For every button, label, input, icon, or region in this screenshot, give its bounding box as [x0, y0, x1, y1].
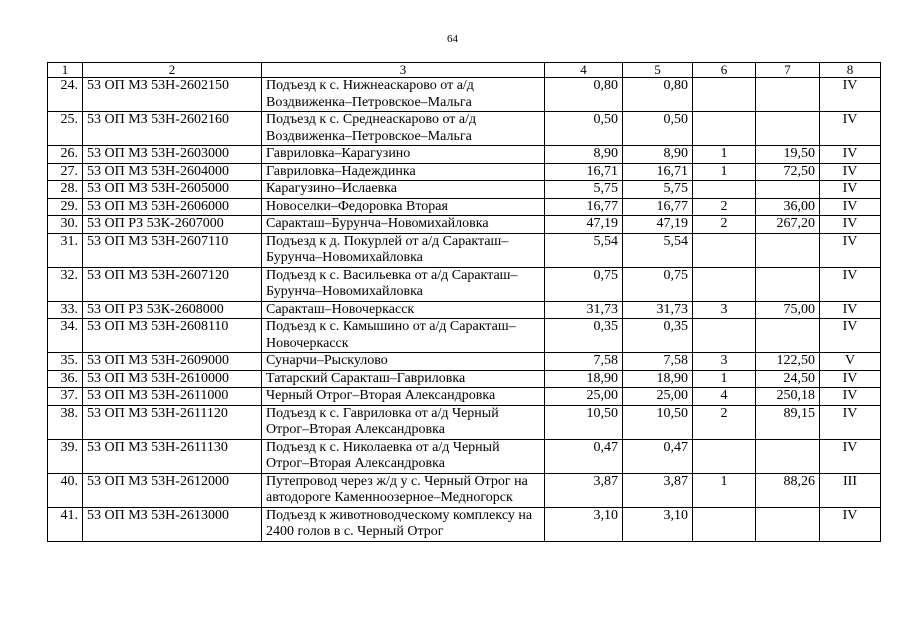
page-number: 64 [447, 33, 458, 45]
column-header: 8 [820, 63, 881, 78]
column-header: 6 [693, 63, 756, 78]
length-value: 0,47 [545, 439, 623, 473]
table-row [48, 163, 881, 181]
road-registry-table [47, 62, 881, 542]
column-header: 1 [48, 63, 83, 78]
bridge-length: 88,26 [756, 473, 820, 507]
road-name: Гавриловка–Надеждинка [262, 163, 545, 181]
length-value-2: 10,50 [623, 405, 693, 439]
bridge-length [756, 233, 820, 267]
road-name: Подъезд к с. Васильевка от а/д Саракташ–Бурунча–Новомихайловка [262, 267, 545, 301]
road-id-code: 53 ОП МЗ 53Н-2605000 [83, 181, 262, 199]
bridge-count [693, 233, 756, 267]
road-category: IV [820, 163, 881, 181]
road-name: Карагузино–Ислаевка [262, 181, 545, 199]
row-number: 25. [48, 112, 83, 146]
road-category: IV [820, 78, 881, 112]
road-name: Путепровод через ж/д у с. Черный Отрог на автодороге Каменноозерное–Медногорск [262, 473, 545, 507]
bridge-length: 89,15 [756, 405, 820, 439]
length-value-2: 7,58 [623, 353, 693, 371]
road-id-code: 53 ОП МЗ 53Н-2606000 [83, 198, 262, 216]
bridge-count: 2 [693, 198, 756, 216]
length-value: 47,19 [545, 216, 623, 234]
row-number: 35. [48, 353, 83, 371]
bridge-count: 1 [693, 163, 756, 181]
bridge-count: 4 [693, 388, 756, 406]
bridge-count [693, 507, 756, 541]
bridge-length [756, 439, 820, 473]
row-number: 38. [48, 405, 83, 439]
road-name: Черный Отрог–Вторая Александровка [262, 388, 545, 406]
table-row [48, 112, 881, 146]
bridge-count [693, 439, 756, 473]
road-id-code: 53 ОП МЗ 53Н-2604000 [83, 163, 262, 181]
road-name: Подъезд к д. Покурлей от а/д Саракташ–Бурунча–Новомихайловка [262, 233, 545, 267]
table-row [48, 370, 881, 388]
length-value: 0,80 [545, 78, 623, 112]
table-row [48, 78, 881, 112]
road-name: Подъезд к с. Николаевка от а/д Черный Отрог–Вторая Александровка [262, 439, 545, 473]
bridge-count [693, 181, 756, 199]
table-row [48, 301, 881, 319]
road-id-code: 53 ОП МЗ 53Н-2607110 [83, 233, 262, 267]
bridge-count: 2 [693, 216, 756, 234]
column-header: 3 [262, 63, 545, 78]
road-name: Татарский Саракташ–Гавриловка [262, 370, 545, 388]
table-row [48, 146, 881, 164]
road-category: IV [820, 370, 881, 388]
bridge-count: 3 [693, 353, 756, 371]
table-row [48, 181, 881, 199]
length-value: 10,50 [545, 405, 623, 439]
length-value: 0,75 [545, 267, 623, 301]
road-category: IV [820, 301, 881, 319]
road-id-code: 53 ОП МЗ 53Н-2603000 [83, 146, 262, 164]
bridge-length: 19,50 [756, 146, 820, 164]
road-id-code: 53 ОП МЗ 53Н-2607120 [83, 267, 262, 301]
road-name: Новоселки–Федоровка Вторая [262, 198, 545, 216]
column-header: 7 [756, 63, 820, 78]
length-value: 25,00 [545, 388, 623, 406]
road-id-code: 53 ОП МЗ 53Н-2610000 [83, 370, 262, 388]
length-value: 8,90 [545, 146, 623, 164]
length-value: 16,71 [545, 163, 623, 181]
bridge-count [693, 267, 756, 301]
road-name: Подъезд к с. Нижнеаскарово от а/д Воздвиженка–Петровское–Мальга [262, 78, 545, 112]
bridge-length [756, 112, 820, 146]
bridge-length: 75,00 [756, 301, 820, 319]
bridge-length [756, 78, 820, 112]
length-value: 5,54 [545, 233, 623, 267]
row-number: 27. [48, 163, 83, 181]
road-category: IV [820, 146, 881, 164]
bridge-length [756, 267, 820, 301]
length-value-2: 18,90 [623, 370, 693, 388]
row-number: 32. [48, 267, 83, 301]
row-number: 24. [48, 78, 83, 112]
bridge-length: 36,00 [756, 198, 820, 216]
length-value-2: 31,73 [623, 301, 693, 319]
row-number: 41. [48, 507, 83, 541]
length-value-2: 25,00 [623, 388, 693, 406]
bridge-count [693, 319, 756, 353]
road-id-code: 53 ОП МЗ 53Н-2608110 [83, 319, 262, 353]
bridge-count: 2 [693, 405, 756, 439]
road-id-code: 53 ОП РЗ 53К-2607000 [83, 216, 262, 234]
road-name: Подъезд к с. Гавриловка от а/д Черный Отрог–Вторая Александровка [262, 405, 545, 439]
bridge-count [693, 112, 756, 146]
road-category: III [820, 473, 881, 507]
length-value: 7,58 [545, 353, 623, 371]
row-number: 31. [48, 233, 83, 267]
bridge-length [756, 507, 820, 541]
road-id-code: 53 ОП МЗ 53Н-2602150 [83, 78, 262, 112]
row-number: 33. [48, 301, 83, 319]
length-value: 3,87 [545, 473, 623, 507]
bridge-length: 267,20 [756, 216, 820, 234]
row-number: 40. [48, 473, 83, 507]
road-name: Сунарчи–Рыскулово [262, 353, 545, 371]
table-row [48, 353, 881, 371]
table-row [48, 507, 881, 541]
road-id-code: 53 ОП МЗ 53Н-2613000 [83, 507, 262, 541]
road-category: IV [820, 388, 881, 406]
bridge-length [756, 319, 820, 353]
road-name: Саракташ–Новочеркасск [262, 301, 545, 319]
length-value-2: 0,35 [623, 319, 693, 353]
bridge-count: 1 [693, 370, 756, 388]
length-value-2: 0,50 [623, 112, 693, 146]
length-value-2: 8,90 [623, 146, 693, 164]
road-category: IV [820, 319, 881, 353]
row-number: 29. [48, 198, 83, 216]
length-value: 31,73 [545, 301, 623, 319]
row-number: 36. [48, 370, 83, 388]
table-row [48, 388, 881, 406]
road-name: Саракташ–Бурунча–Новомихайловка [262, 216, 545, 234]
road-category: V [820, 353, 881, 371]
bridge-count: 1 [693, 473, 756, 507]
table-row [48, 198, 881, 216]
table-row [48, 233, 881, 267]
header-row [48, 63, 881, 78]
road-category: IV [820, 439, 881, 473]
road-category: IV [820, 233, 881, 267]
length-value: 5,75 [545, 181, 623, 199]
length-value-2: 16,77 [623, 198, 693, 216]
row-number: 39. [48, 439, 83, 473]
table-row [48, 405, 881, 439]
length-value-2: 5,54 [623, 233, 693, 267]
table-row [48, 216, 881, 234]
bridge-length: 122,50 [756, 353, 820, 371]
road-id-code: 53 ОП МЗ 53Н-2602160 [83, 112, 262, 146]
row-number: 30. [48, 216, 83, 234]
road-category: IV [820, 181, 881, 199]
bridge-length: 250,18 [756, 388, 820, 406]
road-category: IV [820, 267, 881, 301]
row-number: 28. [48, 181, 83, 199]
length-value: 0,50 [545, 112, 623, 146]
table-row [48, 473, 881, 507]
length-value-2: 3,87 [623, 473, 693, 507]
length-value-2: 0,75 [623, 267, 693, 301]
table-row [48, 439, 881, 473]
road-name: Подъезд к с. Среднеаскарово от а/д Воздвиженка–Петровское–Мальга [262, 112, 545, 146]
road-category: IV [820, 507, 881, 541]
length-value-2: 16,71 [623, 163, 693, 181]
table-row [48, 319, 881, 353]
road-id-code: 53 ОП МЗ 53Н-2611130 [83, 439, 262, 473]
road-name: Подъезд к животноводческому комплексу на 2400 голов в с. Черный Отрог [262, 507, 545, 541]
bridge-length: 24,50 [756, 370, 820, 388]
row-number: 26. [48, 146, 83, 164]
bridge-count: 1 [693, 146, 756, 164]
road-id-code: 53 ОП МЗ 53Н-2609000 [83, 353, 262, 371]
bridge-length [756, 181, 820, 199]
length-value-2: 47,19 [623, 216, 693, 234]
table-row [48, 267, 881, 301]
bridge-count: 3 [693, 301, 756, 319]
road-name: Гавриловка–Карагузино [262, 146, 545, 164]
road-category: IV [820, 405, 881, 439]
bridge-count [693, 78, 756, 112]
length-value: 16,77 [545, 198, 623, 216]
length-value-2: 0,80 [623, 78, 693, 112]
road-id-code: 53 ОП МЗ 53Н-2611120 [83, 405, 262, 439]
road-id-code: 53 ОП МЗ 53Н-2611000 [83, 388, 262, 406]
road-id-code: 53 ОП МЗ 53Н-2612000 [83, 473, 262, 507]
road-category: IV [820, 112, 881, 146]
bridge-length: 72,50 [756, 163, 820, 181]
length-value: 3,10 [545, 507, 623, 541]
column-header: 4 [545, 63, 623, 78]
road-id-code: 53 ОП РЗ 53К-2608000 [83, 301, 262, 319]
row-number: 34. [48, 319, 83, 353]
row-number: 37. [48, 388, 83, 406]
column-header: 2 [83, 63, 262, 78]
length-value: 0,35 [545, 319, 623, 353]
length-value: 18,90 [545, 370, 623, 388]
length-value-2: 5,75 [623, 181, 693, 199]
length-value-2: 0,47 [623, 439, 693, 473]
road-name: Подъезд к с. Камышино от а/д Саракташ–Новочеркасск [262, 319, 545, 353]
road-category: IV [820, 198, 881, 216]
column-header: 5 [623, 63, 693, 78]
length-value-2: 3,10 [623, 507, 693, 541]
road-category: IV [820, 216, 881, 234]
